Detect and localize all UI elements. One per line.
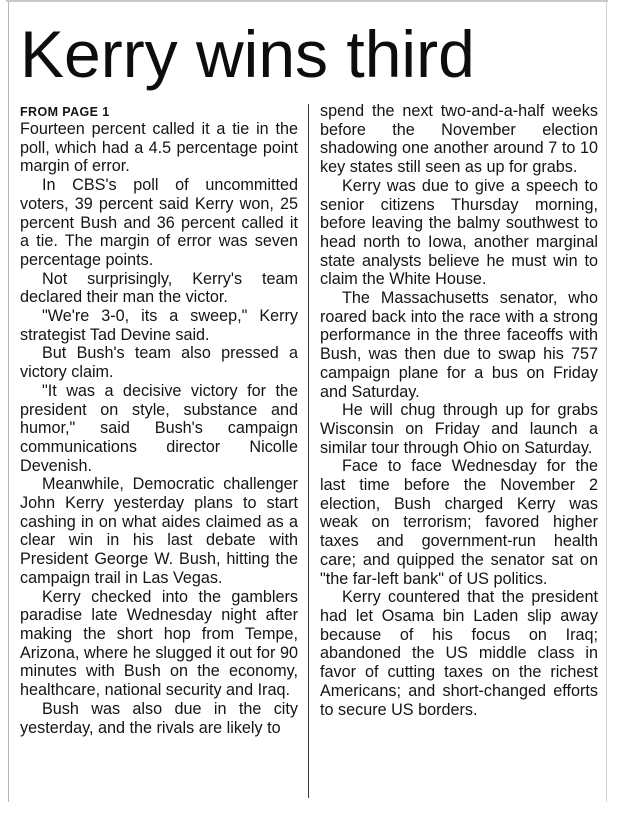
paragraph: In CBS's poll of uncommitted voters, 39 percent said Kerry won, 25 percent Bush and 36 percent called it a tie. The margin of error was seven percentage points. bbox=[20, 176, 298, 269]
paragraph: "It was a decisive victory for the president on style, substance and humor," said Bush's campaign communications director Nicolle Devenish. bbox=[20, 381, 298, 475]
paragraph: Face to face Wednesday for the last time before the November 2 election, Bush charged Kerry was weak on terrorism; favored higher taxes and government-run health care; and quipped the senator sat on "the far-left bank" of US politics. bbox=[320, 457, 598, 588]
paragraph: Meanwhile, Democratic challenger John Kerry yesterday plans to start cashing in on what aides claimed as a clear win in his last debate with President George W. Bush, hitting the campaign trail in Las Vegas. bbox=[20, 475, 298, 587]
kicker: FROM PAGE 1 bbox=[20, 105, 110, 119]
paragraph: "We're 3-0, its a sweep," Kerry strategist Tad Devine said. bbox=[20, 307, 298, 344]
right-column bbox=[320, 102, 598, 719]
paragraph: Bush was also due in the city yesterday, and the rivals are likely to bbox=[20, 699, 298, 737]
paragraph: But Bush's team also pressed a victory claim. bbox=[20, 344, 298, 382]
paragraph: spend the next two-and-a-half weeks before the November election shadowing one another around 7 to 10 key states still seen as up for grabs. bbox=[320, 102, 598, 177]
left-column bbox=[20, 104, 298, 737]
paragraph: The Massachusetts senator, who roared back into the race with a strong performance in the three faceoffs with Bush, was then due to swap his 757 campaign plane for a bus on Friday and Saturday. bbox=[320, 289, 598, 401]
clipping-left-edge bbox=[8, 2, 9, 802]
headline: Kerry wins third bbox=[20, 17, 475, 91]
paragraph: Kerry countered that the president had let Osama bin Laden slip away because of his focus on Iraq; abandoned the US middle class in favor of cutting taxes on the richest Americans; and short-changed efforts to secure US borders. bbox=[320, 588, 598, 719]
paragraph: He will chug through up for grabs Wisconsin on Friday and launch a similar tour through Ohio on Saturday. bbox=[320, 401, 598, 457]
paragraph: Kerry checked into the gamblers paradise late Wednesday night after making the short hop from Tempe, Arizona, where he slugged it out for 90 minutes with Bush on the economy, healthcare, national security and Iraq. bbox=[20, 587, 298, 700]
paragraph: Fourteen percent called it a tie in the poll, which had a 4.5 percentage point margin of error. bbox=[20, 120, 298, 176]
clipping-right-edge bbox=[606, 2, 607, 802]
paragraph: Not surprisingly, Kerry's team declared their man the victor. bbox=[20, 269, 298, 307]
top-rule bbox=[6, 0, 608, 2]
column-divider bbox=[308, 104, 309, 798]
paragraph: Kerry was due to give a speech to senior citizens Thursday morning, before leaving the balmy southwest to head north to Iowa, another marginal state analysts believe he must win to claim the White House. bbox=[320, 176, 598, 289]
